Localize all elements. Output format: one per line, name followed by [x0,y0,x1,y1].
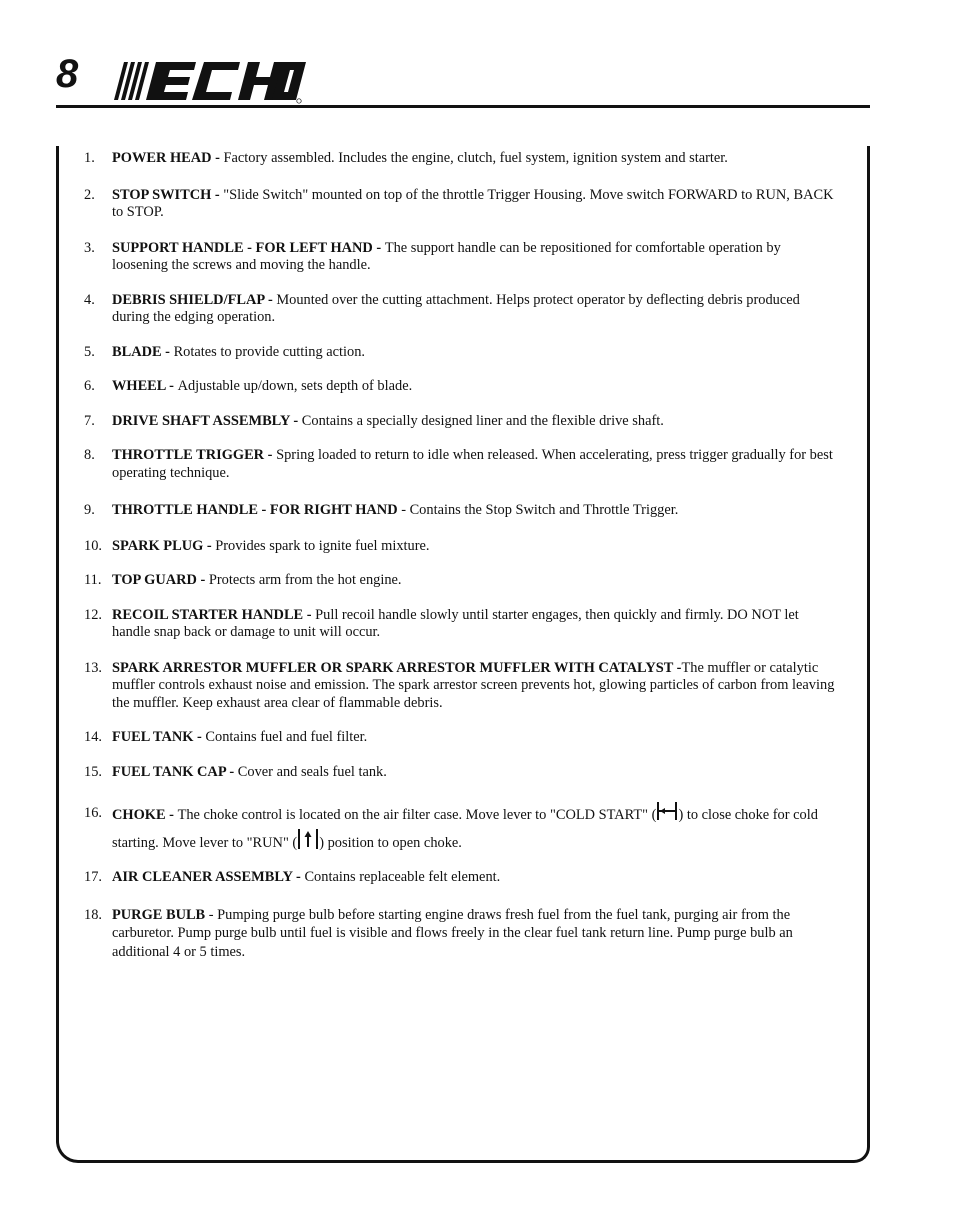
item-number: 11. [84,572,102,588]
item-number: 18. [84,906,102,923]
item-name: TOP GUARD - [112,572,209,588]
item-number: 17. [84,869,102,885]
item-name: CHOKE - [112,807,178,823]
list-item [84,413,840,431]
page-number: 8 [56,52,79,96]
item-name: THROTTLE TRIGGER - [112,447,277,463]
list-item [84,447,840,482]
item-description: Spring loaded to return to idle when released. When accelerating, press trigger gradually for best operating technique. [112,447,833,481]
item-description: Factory assembled. Includes the engine, clutch, fuel system, ignition system and starter. [223,150,728,166]
item-number: 13. [84,659,102,676]
list-item [84,344,840,362]
list-item [84,150,840,168]
list-item [84,607,840,642]
item-description: The choke control is located on the air filter case. Move lever to "COLD START" ( [177,807,657,823]
list-item [84,538,840,556]
item-description: ) to close choke for cold starting. Move lever to "RUN" ( [112,807,818,851]
list-item [84,729,840,747]
echo-logo [110,58,306,104]
item-description: Cover and seals fuel tank. [237,763,387,780]
item-description: The support handle can be repositioned for comfortable operation by loosening the screws and moving the handle. [112,239,781,273]
item-name: AIR CLEANER ASSEMBLY - [112,869,305,885]
item-description: "Slide Switch" mounted on top of the throttle Trigger Housing. Move switch FORWARD to RUN, BACK to STOP. [112,186,834,220]
item-description: Provides spark to ignite fuel mixture. [215,537,430,554]
list-item [84,906,840,962]
item-name: POWER HEAD - [112,150,224,166]
list-item [84,292,840,327]
item-description: - Contains the Stop Switch and Throttle Trigger. [397,502,679,518]
item-name: SUPPORT HANDLE - FOR LEFT HAND - [112,239,385,256]
item-name: RECOIL STARTER HANDLE - [112,606,316,623]
item-description: Contains replaceable felt element. [304,869,501,885]
list-item [84,800,840,856]
list-item [84,378,840,396]
item-name: WHEEL - [112,378,178,394]
item-number: 6. [84,378,95,394]
item-name: THROTTLE HANDLE - FOR RIGHT HAND [112,502,398,518]
item-description: Rotates to provide cutting action. [173,343,366,360]
item-description: ) position to open choke. [319,835,462,851]
list-item [84,502,840,520]
item-number: 3. [84,239,95,256]
item-number: 14. [84,729,102,745]
list-item [84,660,840,713]
item-number: 12. [84,606,102,623]
item-number: 7. [84,412,95,429]
item-name: BLADE - [112,343,174,360]
item-name: FUEL TANK CAP - [112,763,238,780]
item-number: 8. [84,447,95,463]
item-description: Contains fuel and fuel filter. [205,729,368,745]
item-description: Pull recoil handle slowly until starter engages, then quickly and firmly. DO NOT let handle snap back or damage to unit will occur. [112,606,799,640]
item-number: 1. [84,150,95,166]
item-name: DEBRIS SHIELD/FLAP - [112,291,277,308]
item-number: 15. [84,763,102,780]
item-number: 9. [84,502,95,518]
item-number: 2. [84,186,95,203]
item-name: SPARK ARRESTOR MUFFLER OR SPARK ARRESTOR MUFFLER WITH CATALYST - [112,659,682,676]
item-description: The muffler or catalytic muffler controls exhaust noise and emission. The spark arrestor screen prevents hot, glowing particles of carbon from leaving the muffler. Keep exhaust area clear of flammable debris. [112,659,835,711]
list-item [84,187,840,222]
item-name: PURGE BULB [112,906,206,923]
item-number: 10. [84,537,102,554]
list-item [84,764,840,782]
item-description: Protects arm from the hot engine. [208,572,402,588]
item-number: 4. [84,291,95,308]
item-description: - Pumping purge bulb before starting engine draws fresh fuel from the fuel tank, purging air from the carburetor. Pump purge bulb until fuel is visible and flows freely in the clear fuel tank return line. Pump purge bulb an additional 4 or 5 times. [112,906,793,960]
run-icon [297,828,319,850]
item-name: DRIVE SHAFT ASSEMBLY - [112,412,302,429]
list-item [84,240,840,275]
item-number: 5. [84,343,95,360]
item-description: Contains a specially designed liner and the flexible drive shaft. [301,412,664,429]
item-name: SPARK PLUG - [112,537,216,554]
item-name: FUEL TANK - [112,729,206,745]
item-name: STOP SWITCH - [112,186,224,203]
parts-list [84,150,840,961]
item-description: Mounted over the cutting attachment. Helps protect operator by deflecting debris produced during the edging operation. [112,291,800,325]
list-item [84,869,840,887]
item-description: Adjustable up/down, sets depth of blade. [177,378,413,394]
item-number: 16. [84,805,102,821]
list-item [84,572,840,590]
cold-start-icon [656,800,678,822]
header-rule [56,105,870,108]
